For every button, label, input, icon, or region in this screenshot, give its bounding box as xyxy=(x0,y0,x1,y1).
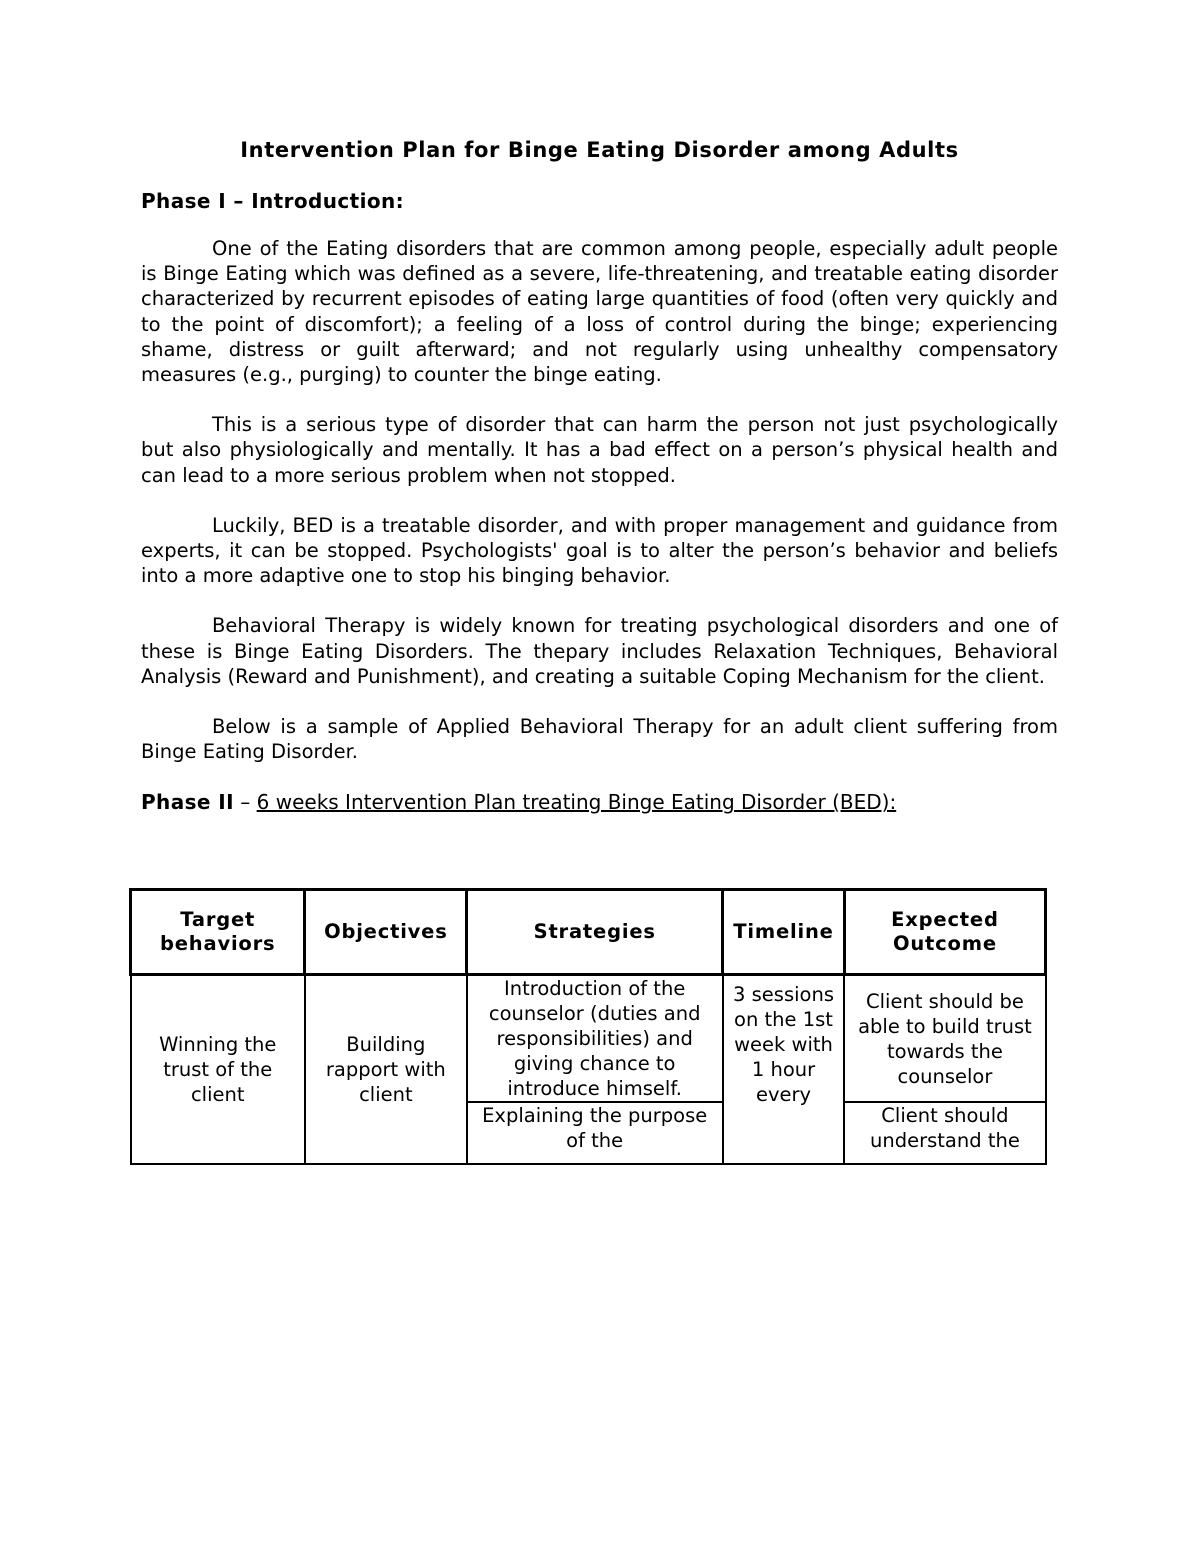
table-row xyxy=(131,975,1046,1103)
strategy-cutoff-text: Explaining the purpose of the xyxy=(482,1104,708,1152)
intervention-plan-table xyxy=(129,888,1047,1165)
paragraph-behavioral-therapy: Behavioral Therapy is widely known for treating psychological disorders and one of these is Binge Eating Disorders. The thepary includes Relaxation Techniques, Behavioral Analysis (Reward and Punishment), and creating a suitable Coping Mechanism for the client. xyxy=(141,614,1058,688)
cell-target: Winning the trust of the client xyxy=(131,975,305,1165)
table-header-row xyxy=(131,890,1046,975)
paragraph-treatable: Luckily, BED is a treatable disorder, and with proper management and guidance from experts, it can be stopped. Psychologists' goal is to alter the person’s behavior and beliefs into a more adaptive one to stop his binging behavior. xyxy=(141,513,1058,588)
header-objectives: Objectives xyxy=(305,890,467,975)
cell-outcome-cutoff xyxy=(844,1102,1045,1164)
phase2-label: Phase II xyxy=(141,790,234,815)
timeline-text: 3 sessions on the 1st week with 1 hour every xyxy=(733,983,834,1106)
cell-strategy: Introduction of the counselor (duties and responsibilities) and giving chance to introduce himself. xyxy=(467,975,723,1103)
paragraph-sample: Below is a sample of Applied Behavioral Therapy for an adult client suffering from Binge Eating Disorder. xyxy=(141,715,1058,764)
phase1-heading: Phase I – Introduction: xyxy=(141,189,405,213)
cell-strategy-cutoff xyxy=(467,1102,723,1164)
phase2-heading xyxy=(141,786,1058,818)
document-page xyxy=(141,134,1058,1152)
cell-objective: Building rapport with client xyxy=(305,975,467,1165)
document-title: Intervention Plan for Binge Eating Disorder among Adults xyxy=(240,138,959,162)
cell-timeline xyxy=(723,975,845,1165)
header-strategies: Strategies xyxy=(467,890,723,975)
cell-outcome: Client should be able to build trust towards the counselor xyxy=(844,975,1045,1103)
phase2-title: 6 weeks Intervention Plan treating Binge Eating Disorder (BED): xyxy=(256,790,897,815)
phase2-dash: – xyxy=(233,790,257,815)
paragraph-intro: One of the Eating disorders that are common among people, especially adult people is Binge Eating which was defined as a severe, life-threatening, and treatable eating disorder characterized by recurrent episodes of eating large quantities of food (often very quickly and to the point of discomfort); a feeling of a loss of control during the binge; experiencing shame, distress or guilt afterward; and not regularly using unhealthy compensatory measures (e.g., purging) to counter the binge eating. xyxy=(141,237,1058,387)
header-timeline: Timeline xyxy=(723,890,845,975)
paragraph-serious: This is a serious type of disorder that can harm the person not just psychologically but also physiologically and mentally. It has a bad effect on a person’s physical health and can lead to a more serious problem when not stopped. xyxy=(141,413,1058,487)
header-target-behaviors: Target behaviors xyxy=(131,890,305,975)
header-expected-outcome: Expected Outcome xyxy=(844,890,1045,975)
outcome-cutoff-text: Client should understand the xyxy=(870,1104,1020,1152)
